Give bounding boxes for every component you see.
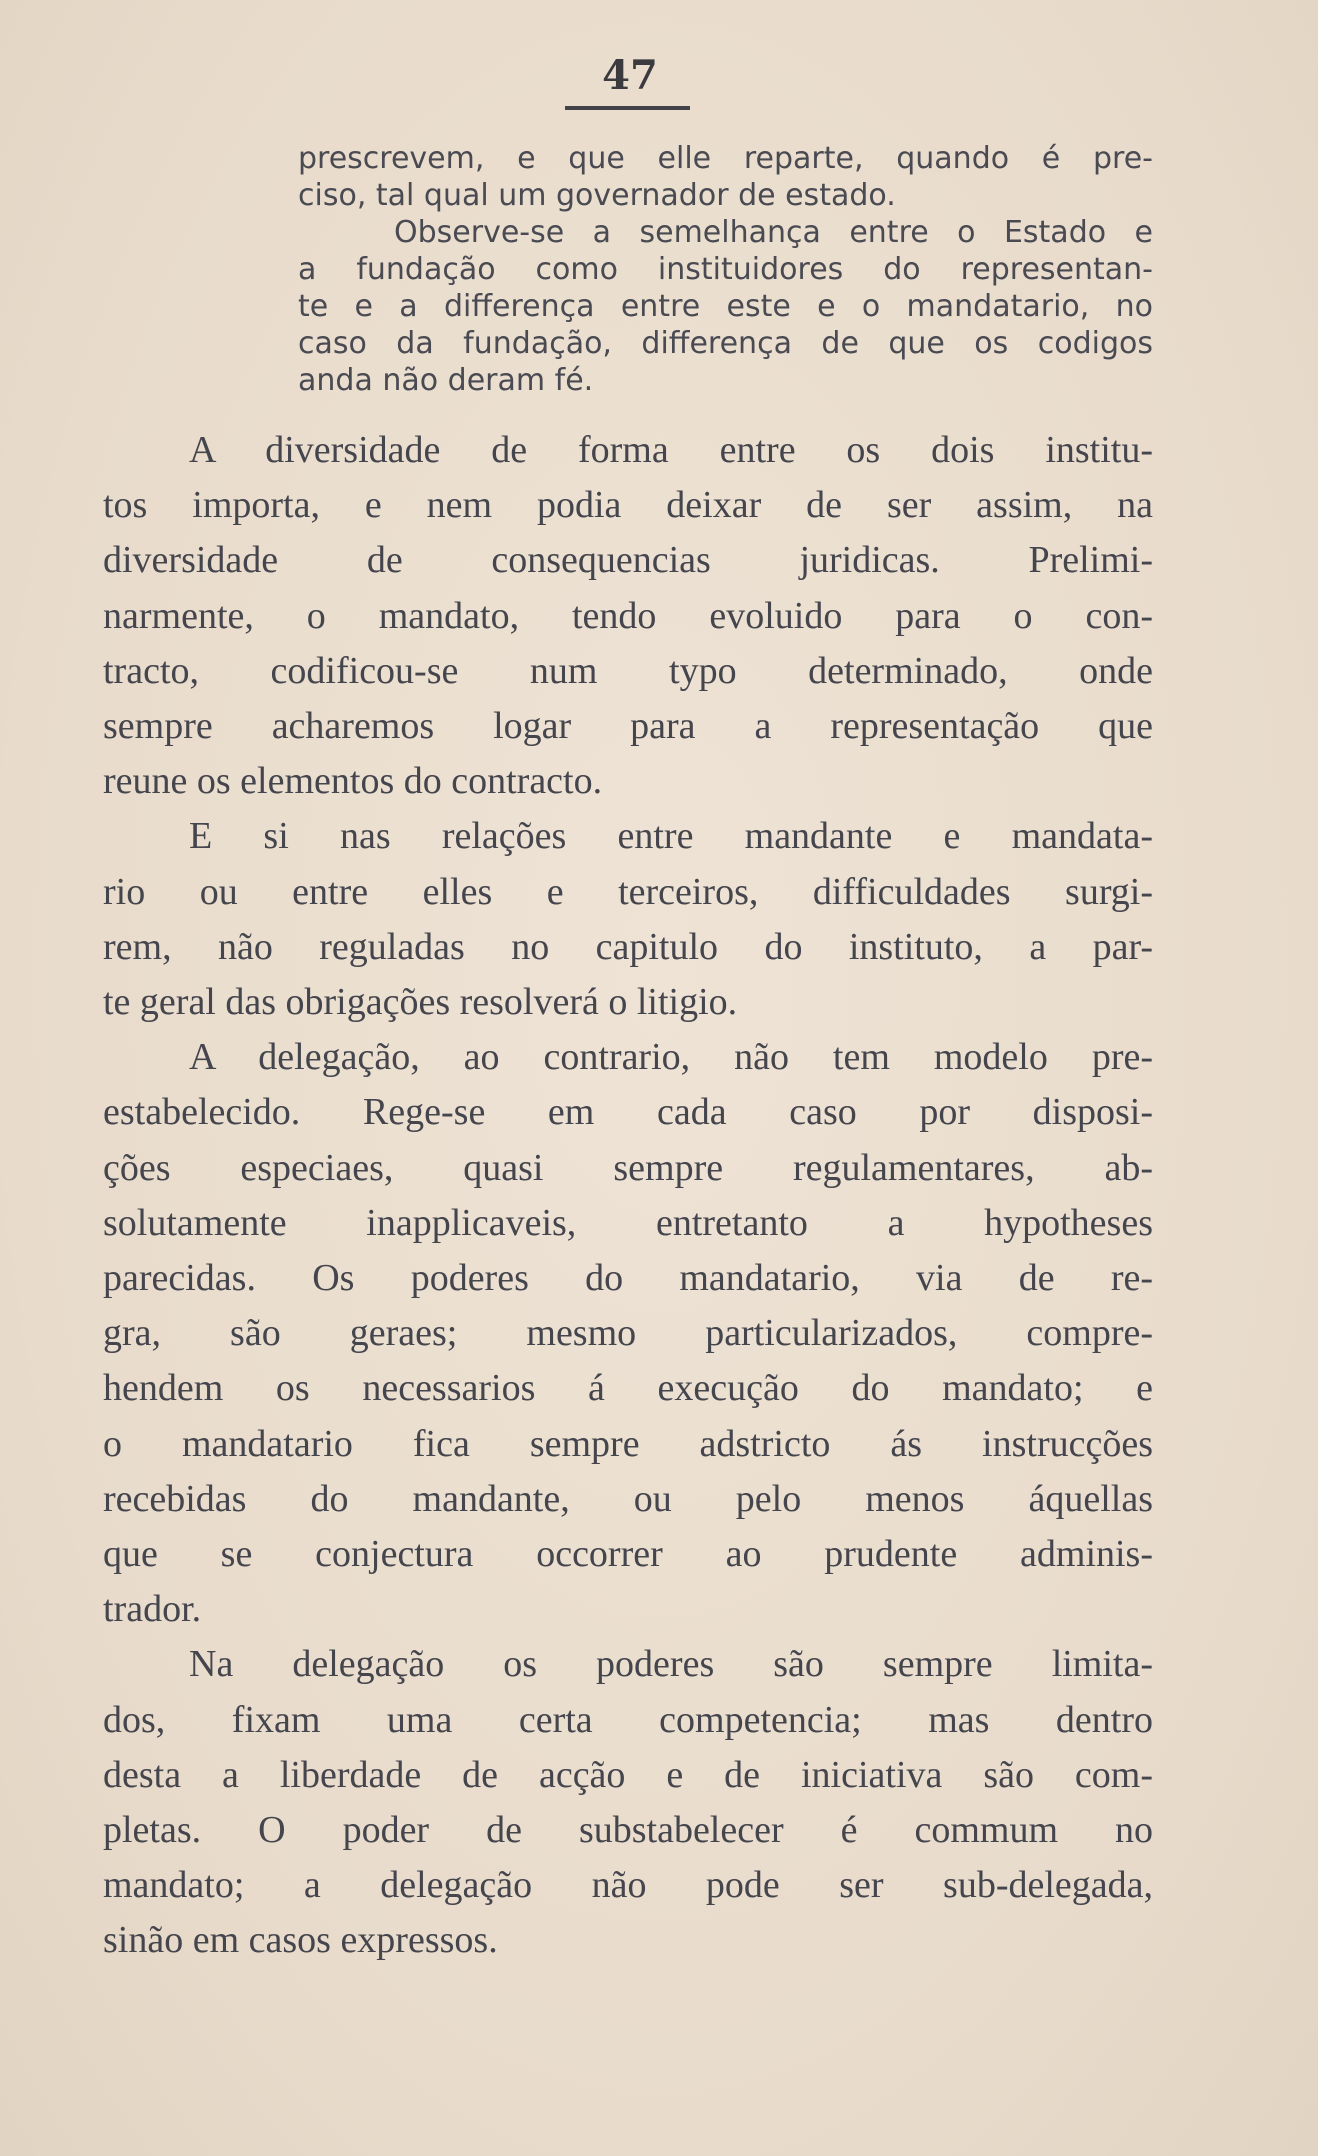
text-line: solutamente inapplicaveis, entretanto a hypotheses bbox=[103, 1201, 1153, 1244]
text-line: Observe-se a semelhança entre o Estado e bbox=[394, 215, 1153, 250]
text-line: tos importa, e nem podia deixar de ser assim, na bbox=[103, 484, 1153, 527]
text-line: desta a liberdade de acção e de iniciativa são com- bbox=[103, 1753, 1153, 1796]
text-line: trador. bbox=[103, 1588, 202, 1631]
text-line: reune os elementos do contracto. bbox=[103, 760, 603, 803]
text-line: diversidade de consequencias juridicas. Prelimi- bbox=[103, 539, 1153, 582]
page-number: 47 bbox=[602, 52, 658, 99]
text-line: mandato; a delegação não pode ser sub-delegada, bbox=[103, 1864, 1153, 1907]
text-line: A delegação, ao contrario, não tem modelo pre- bbox=[189, 1036, 1153, 1079]
paragraph bbox=[103, 423, 1153, 809]
text-line: gra, são geraes; mesmo particularizados, compre- bbox=[103, 1312, 1153, 1355]
text-line: te geral das obrigações resolverá o litigio. bbox=[103, 981, 738, 1024]
text-line: estabelecido. Rege-se em cada caso por disposi- bbox=[103, 1091, 1153, 1134]
body-text bbox=[103, 423, 1153, 1969]
paragraph bbox=[103, 1030, 1153, 1637]
continued-paragraph bbox=[298, 140, 1153, 399]
text-line: anda não deram fé. bbox=[298, 363, 594, 398]
text-line: A diversidade de forma entre os dois institu- bbox=[189, 429, 1153, 471]
paragraph bbox=[103, 809, 1153, 1030]
text-line: prescrevem, e que elle reparte, quando é pre- bbox=[298, 141, 1153, 176]
text-line: a fundação como instituidores do representan- bbox=[298, 252, 1153, 287]
text-line: sinão em casos expressos. bbox=[103, 1919, 498, 1962]
text-line: te e a differença entre este e o mandatario, no bbox=[298, 289, 1153, 324]
text-line: parecidas. Os poderes do mandatario, via de re- bbox=[103, 1257, 1153, 1300]
text-line: narmente, o mandato, tendo evoluido para o con- bbox=[103, 594, 1153, 637]
text-line: hendem os necessarios á execução do mandato; e bbox=[103, 1367, 1153, 1410]
paragraph bbox=[103, 1637, 1153, 1968]
text-line: tracto, codificou-se num typo determinado, onde bbox=[103, 649, 1153, 692]
text-line: ções especiaes, quasi sempre regulamentares, ab- bbox=[103, 1146, 1153, 1189]
text-line: recebidas do mandante, ou pelo menos áquellas bbox=[103, 1477, 1153, 1520]
text-line: E si nas relações entre mandante e mandata- bbox=[189, 815, 1153, 858]
text-line: o mandatario fica sempre adstricto ás instrucções bbox=[103, 1422, 1153, 1465]
text-line: caso da fundação, differença de que os codigos bbox=[298, 326, 1153, 361]
header-rule bbox=[565, 106, 690, 110]
text-line: pletas. O poder de substabelecer é commum no bbox=[103, 1809, 1153, 1852]
text-line: Na delegação os poderes são sempre limita- bbox=[189, 1643, 1153, 1686]
text-line: rem, não reguladas no capitulo do instituto, a par- bbox=[103, 925, 1153, 968]
text-line: que se conjectura occorrer ao prudente adminis- bbox=[103, 1533, 1153, 1576]
text-line: ciso, tal qual um governador de estado. bbox=[298, 178, 896, 213]
text-line: dos, fixam uma certa competencia; mas dentro bbox=[103, 1698, 1153, 1741]
text-line: sempre acharemos logar para a representação que bbox=[103, 705, 1153, 748]
text-line: rio ou entre elles e terceiros, difficuldades surgi- bbox=[103, 870, 1153, 913]
